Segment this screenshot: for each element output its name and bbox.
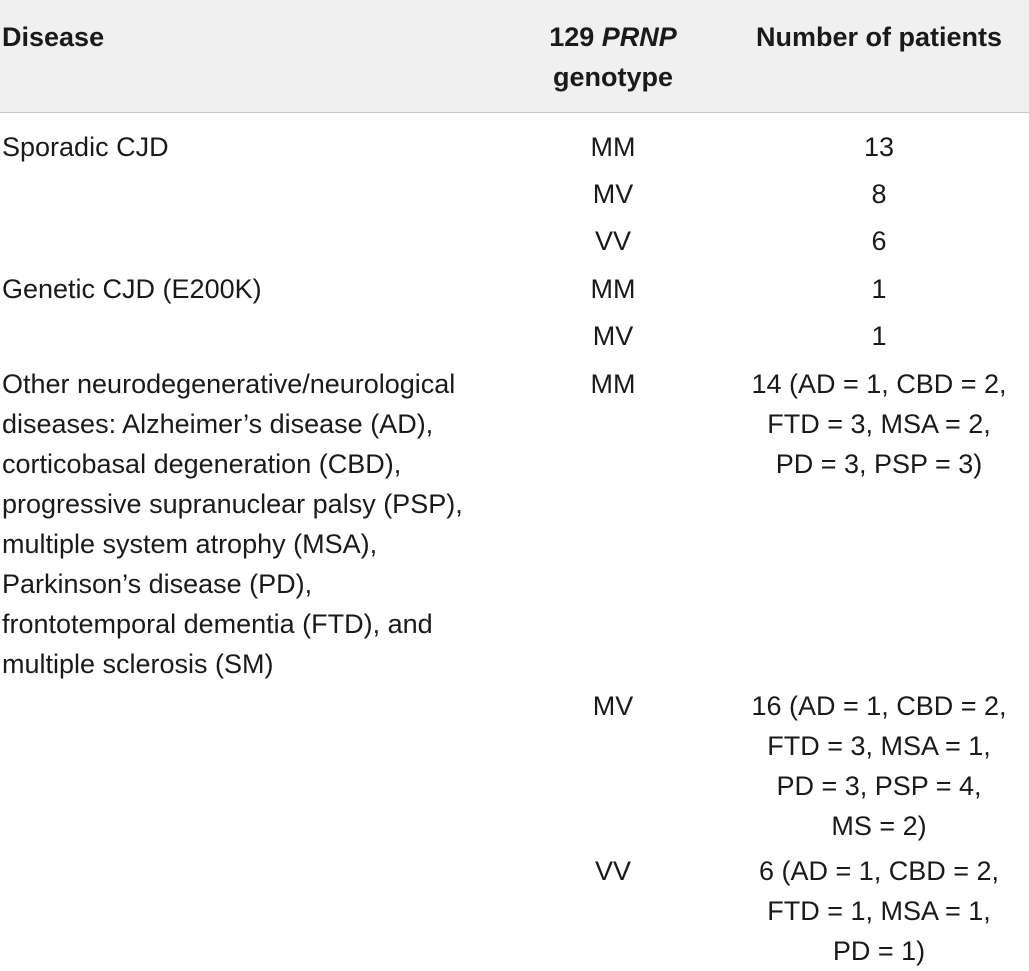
row-4-patients	[734, 316, 1024, 356]
row-7-patients-line-1: FTD = 1, MSA = 1,	[767, 896, 991, 926]
header-patients: Number of patients	[755, 22, 1003, 52]
row-5-disease-line-7: multiple sclerosis (SM)	[2, 649, 274, 679]
row-5-disease-line-2: corticobasal degeneration (CBD),	[2, 449, 402, 479]
row-6-patients-line-2: PD = 3, PSP = 4,	[776, 771, 982, 801]
row-5-patients	[734, 364, 1024, 484]
header-genotype	[528, 17, 698, 97]
header-disease: Disease	[2, 22, 105, 52]
row-5-patients-line-0: 14 (AD = 1, CBD = 2,	[751, 369, 1007, 399]
row-3-patients-line-0: 1	[871, 274, 887, 304]
row-6-genotype: MV	[592, 691, 634, 721]
row-3-genotype: MM	[590, 274, 636, 304]
row-0-patients	[734, 127, 1024, 167]
row-2-genotype: VV	[594, 226, 632, 256]
table-header	[0, 0, 1029, 113]
row-4-genotype: MV	[592, 321, 634, 351]
row-5-patients-line-2: PD = 3, PSP = 3)	[775, 449, 983, 479]
header-genotype-suffix: genotype	[552, 62, 673, 92]
row-5-disease-line-4: multiple system atrophy (MSA),	[2, 529, 378, 559]
row-5-disease-line-1: diseases: Alzheimer’s disease (AD),	[2, 409, 434, 439]
row-4-patients-line-0: 1	[871, 321, 887, 351]
row-5-genotype: MM	[590, 369, 636, 399]
row-5-disease-line-3: progressive supranuclear palsy (PSP),	[2, 489, 463, 519]
row-5-disease-line-6: frontotemporal dementia (FTD), and	[2, 609, 433, 639]
row-6-patients	[734, 686, 1024, 846]
row-0-patients-line-0: 13	[863, 132, 895, 162]
row-2-patients-line-0: 6	[871, 226, 887, 256]
row-5-disease	[2, 364, 502, 684]
row-1-genotype: MV	[592, 179, 634, 209]
row-7-genotype: VV	[594, 856, 632, 886]
header-genotype-prefix: 129	[549, 22, 602, 52]
row-3-disease	[2, 269, 502, 309]
row-2-patients	[734, 221, 1024, 261]
row-7-patients-line-2: PD = 1)	[832, 936, 926, 966]
row-6-patients-line-1: FTD = 3, MSA = 1,	[767, 731, 991, 761]
row-5-patients-line-1: FTD = 3, MSA = 2,	[767, 409, 991, 439]
row-0-disease-line-0: Sporadic CJD	[2, 132, 169, 162]
row-1-patients-line-0: 8	[871, 179, 887, 209]
row-1-patients	[734, 174, 1024, 214]
row-3-patients	[734, 269, 1024, 309]
row-5-disease-line-5: Parkinson’s disease (PD),	[2, 569, 313, 599]
row-6-patients-line-3: MS = 2)	[831, 811, 927, 841]
row-7-patients-line-0: 6 (AD = 1, CBD = 2,	[758, 856, 1000, 886]
row-0-disease	[2, 127, 502, 167]
row-0-genotype: MM	[590, 132, 636, 162]
row-6-patients-line-0: 16 (AD = 1, CBD = 2,	[751, 691, 1007, 721]
header-genotype-gene: PRNP	[601, 22, 677, 52]
row-5-disease-line-0: Other neurodegenerative/neurological	[2, 369, 456, 399]
row-7-patients	[734, 851, 1024, 971]
row-3-disease-line-0: Genetic CJD (E200K)	[2, 274, 262, 304]
